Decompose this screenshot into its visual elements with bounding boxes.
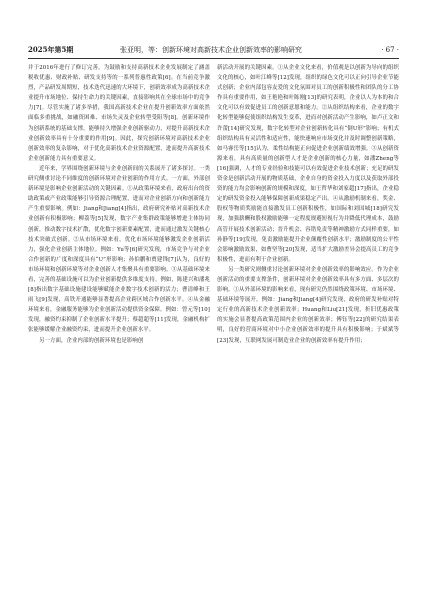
running-title: 张亚明，等：创新环境对高新技术企业创新效率的影响研究: [120, 46, 302, 54]
paragraph: 并于2016年进行了修订完善，为鼓励和支持高新技术企业发展制定了涵盖税收优惠、财政补贴、研发支持等的一系列普惠性政策[6]。在当前竞争激烈，产品研发周期短，技术迭代迅速的大环境下，创新效率成为高新技术企业提升市场地位、保持生命力的关键因素，直接影响其在全球市场中的竞争力[7]。尽管实施了诸多举措，我国高新技术企业在提升创新效率方面依然面临多重挑战，如融资困难、市场失灵及企业转型受阻等[8]。创新环境作为创新系统的基础支撑，能够持久增强企业创新驱动力，对提升高新技术企业创新效率具有十分重要的作用[9]。因此，探究创新环境对高新技术企业创新效率的复杂影响，对于优化高新技术企业资源配置，进而提升高新技术企业创新能力具有重要意义。: [28, 65, 210, 162]
page-number: · 67 ·: [381, 46, 399, 54]
right-column: [217, 63, 399, 583]
paragraph: 新活动开展的关键因素。①从企业文化来看，价值观是以创新为导向的组织文化的核心，如叶江峰等[12]发现，组织的绿色文化可以正向引导企业节能式创新；企业内部包容友爱的文化氛围对员工的创新积极性和团队的分工协作具有重要作用，如王艳艳和叶陈刚[13]的研究表明，企业以人为本的和合文化可以有效促进员工的创新意愿和能力。②从组织结构来看，企业的数字化转型能够促使组织结构发生变革，进而对创新活动产生影响，如卢正文和许蕾[14]研究发现，数字化转型对企业创新转化具有“倒U形”影响；有机式组织结构具有灵活性和适应性，能快速响应市场变化并及时调整创新策略，如马睿岳等[15]认为，柔性结构能正向促进企业创新绩效增强。③从创新资源来看，具有高质量的创新型人才是企业创新的核心力量，如潘Zheng等[16]强调，人才的专业经验和技能可以有效促进企业技术创新；充足的研发资金是创新活动开展的物质基础，企业自身的资金投入力度以及获取外部投资的能力均会影响创新的规模和深度，如王哲华和刘家超[17]指出，企业稳定的研发资金投入能够保障创新成果稳定产出。④从激励机制来看，奖金、股权等物质奖励能直接激发员工创新积极性，如国际和刘国城[18]研究发现，加强薪酬和股权激励能够一定程度规避短视行为并降低代理成本，鼓励高管开展技术创新活动；晋升机会、容错免责等精神激励方式同样重要，如孙静等[19]发现，免责激励能提升企业颠覆性创新水平；激励制度的公平性会影响激励效果，如曹坚等[20]发现，适当扩大激励差异会提高员工的竞争积极性，进而有利于企业创新。: [217, 65, 399, 263]
paragraph: 另一方面，企业内部的创新环境也是影响创: [39, 337, 144, 344]
running-header: [28, 44, 399, 56]
left-column: [28, 63, 210, 583]
paragraph: 另一类研究则侧重讨论创新环境对企业创新效率的影响效应。作为企业创新活动的重要支撑条件，创新环境对企业创新效率具有多方面、多层次的影响。①从外部环境的影响来看，现有研究仍然围绕政策环境、市场环境、基础环境等展开。例如：Jiang和Jiang[4]研究发现，政府的研发补贴对特定行业的高新技术企业创新效率；Huang和Liu[21]发现，折旧优惠政策的实施会显著提高政策范围内企业的创新效率；傅钰等[22]的研究结果表明，良好的营商环境对中小企业创新效率的提升具有积极影响；于斌斌等[23]发现，互联网发展可制造业企业的创新效率有提升作用；: [217, 266, 399, 344]
issue-label: 2025年第5期: [28, 45, 74, 54]
header-rule: [28, 58, 399, 59]
paragraph: 近年来，学界围绕创新环境与企业创新间的关系展开了诸多探讨。一类研究侧重讨论不同维度的创新环境对企业创新的作用方式。一方面，外部创新环境是影响企业创新活动的关键因素。①从政策环境来看，政府出台的资助政策或产业政策能够引导资源合理配置，进而对企业创新方向和创新能力产生重要影响。例如：Jiang和Jiang[4]指出，政府研究补贴对高新技术企业创新有积极影响；柳荔等[5]发现，数字产业集群政策能够增进主体协同创新，推动数字技术扩散，优化数字创新要素配置，进而通过激发关键核心技术突破式创新。②从市场环境来看，优化市场环境能够激发企业创新活力，强化企业创新主体地位。例如：Yu等[6]研究发现，市场竞争与对企业合作创新的广度和深度具有“U”形影响；孙伯鹏和贾建锋[7]认为，良好的市场环境和创新环境等对企业创新人才集聚具有重要影响。③从基础环境来看，完善的基础设施可以为企业创新提供多维度支持。例如，陈建兴和潘兆[8]指出数字基础设施建设能够赋能企业数字技术创新的活力；曹清峰和王雨飞[9]发现，高铁开通能够显著提高企业跨区域合作创新水平。④从金融环境来看，金融服务能够为企业创新活动提供资金保障。例如：曾元等[10]发现，融资约束抑制了企业创新水平提升；蔡超超等[11]发现，金融机构扩张能够缓解企业融资约束，进而提升企业创新水平。: [28, 165, 210, 334]
